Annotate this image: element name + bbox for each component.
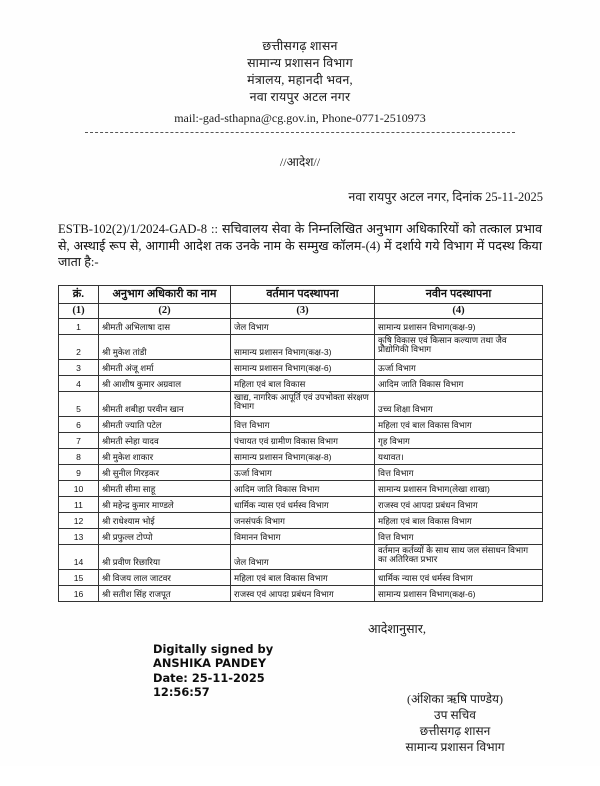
- row-officer-name: श्री प्रफुल्ल टोप्पो: [99, 528, 231, 544]
- posting-table: [58, 285, 543, 602]
- row-current-posting: वित्त विभाग: [231, 416, 375, 432]
- letterhead-contact: mail:-gad-sthapna@cg.gov.in, Phone-0771-2510973: [174, 111, 426, 125]
- row-officer-name: श्री महेन्द्र कुमार माण्डले: [99, 496, 231, 512]
- row-current-posting: खाद्य, नागरिक आपूर्ति एवं उपभोक्ता संरक्षण विभाग: [231, 391, 375, 416]
- table-row: [59, 359, 543, 375]
- digital-signature-block: [153, 642, 273, 700]
- letterhead-line-city: नवा रायपुर अटल नगर: [249, 90, 351, 104]
- order-separator: ::: [211, 222, 219, 236]
- row-serial: 12: [59, 512, 99, 528]
- order-reference-number: ESTB-102(2)/1/2024-GAD-8: [58, 222, 208, 236]
- row-serial: 13: [59, 528, 99, 544]
- row-new-posting: महिला एवं बाल विकास विभाग: [375, 512, 543, 528]
- row-officer-name: श्री सुनील गिरड़कर: [99, 464, 231, 480]
- table-row: [59, 585, 543, 601]
- order-place-date: नवा रायपुर अटल नगर, दिनांक 25-11-2025: [348, 190, 543, 204]
- row-current-posting: आदिम जाति विकास विभाग: [231, 480, 375, 496]
- digital-signature-signer: ANSHIKA PANDEY: [153, 656, 267, 671]
- row-serial: 6: [59, 416, 99, 432]
- signatory-government: छत्तीसगढ़ शासन: [419, 723, 491, 738]
- row-current-posting: जेल विभाग: [231, 318, 375, 334]
- signatory-name: (अंशिका ऋषि पाण्डेय): [406, 691, 504, 706]
- posting-table-wrapper: [58, 285, 542, 602]
- row-new-posting: सामान्य प्रशासन विभाग(कक्ष-6): [375, 585, 543, 601]
- row-current-posting: राजस्व एवं आपदा प्रबंधन विभाग: [231, 585, 375, 601]
- order-body-paragraph: [58, 221, 542, 271]
- signatory-department: सामान्य प्रशासन विभाग: [405, 739, 505, 754]
- table-row: [59, 512, 543, 528]
- table-row: [59, 318, 543, 334]
- table-row: [59, 480, 543, 496]
- colnum-4: (4): [375, 303, 543, 318]
- table-row: [59, 528, 543, 544]
- row-new-posting: वित्त विभाग: [375, 528, 543, 544]
- row-new-posting: महिला एवं बाल विकास विभाग: [375, 416, 543, 432]
- row-officer-name: श्रीमती सीमा साहू: [99, 480, 231, 496]
- table-row: [59, 375, 543, 391]
- row-current-posting: सामान्य प्रशासन विभाग(कक्ष-3): [231, 334, 375, 359]
- row-new-posting: ऊर्जा विभाग: [375, 359, 543, 375]
- row-serial: 2: [59, 334, 99, 359]
- row-officer-name: श्री आशीष कुमार अग्रवाल: [99, 375, 231, 391]
- row-officer-name: श्रीमती ज्याति पटेल: [99, 416, 231, 432]
- row-serial: 14: [59, 544, 99, 569]
- row-new-posting: आदिम जाति विकास विभाग: [375, 375, 543, 391]
- row-new-posting: उच्च शिक्षा विभाग: [375, 391, 543, 416]
- table-header-row: [59, 285, 543, 303]
- table-row: [59, 569, 543, 585]
- row-serial: 8: [59, 448, 99, 464]
- signatory-designation: उप सचिव: [434, 707, 476, 722]
- header-current-posting: वर्तमान पदस्थापना: [231, 285, 375, 303]
- row-current-posting: धार्मिक न्यास एवं धर्मस्व विभाग: [231, 496, 375, 512]
- row-officer-name: श्री मुकेश तांडी: [99, 334, 231, 359]
- row-officer-name: श्रीमती अभिलाषा दास: [99, 318, 231, 334]
- row-new-posting: गृह विभाग: [375, 432, 543, 448]
- table-row: [59, 391, 543, 416]
- row-officer-name: श्री विजय लाल जाटवर: [99, 569, 231, 585]
- row-serial: 3: [59, 359, 99, 375]
- row-serial: 11: [59, 496, 99, 512]
- row-serial: 9: [59, 464, 99, 480]
- by-order-label: आदेशानुसार,: [368, 621, 427, 636]
- row-serial: 16: [59, 585, 99, 601]
- row-officer-name: श्री प्रवीण रिछारिया: [99, 544, 231, 569]
- order-body-text: सचिवालय सेवा के निम्नलिखित अनुभाग अधिकारियों को तत्काल प्रभाव से, अस्थाई रूप से, आगामी आदेश तक उनके नाम के सम्मुख कॉलम-(4) में दर्शाये गये विभाग में पदस्थ किया जाता है:-: [58, 222, 542, 269]
- row-current-posting: सामान्य प्रशासन विभाग(कक्ष-8): [231, 448, 375, 464]
- table-row: [59, 544, 543, 569]
- digital-signature-time: 12:56:57: [153, 685, 210, 700]
- row-officer-name: श्री सतीश सिंह राजपूत: [99, 585, 231, 601]
- row-current-posting: जेल विभाग: [231, 544, 375, 569]
- row-new-posting: धार्मिक न्यास एवं धर्मस्व विभाग: [375, 569, 543, 585]
- row-officer-name: श्री मुकेश शाकार: [99, 448, 231, 464]
- row-new-posting: सामान्य प्रशासन विभाग(कक्ष-9): [375, 318, 543, 334]
- table-column-number-row: [59, 303, 543, 318]
- digital-signature-line-1: Digitally signed by: [153, 641, 274, 656]
- signatory-block: [340, 691, 570, 755]
- posting-table-head: [59, 285, 543, 318]
- row-new-posting: वर्तमान कर्तव्यों के साथ साथ जल संसाधन विभाग का अतिरिक्त प्रभार: [375, 544, 543, 569]
- posting-table-body: [59, 318, 543, 601]
- header-divider: [85, 132, 515, 133]
- letterhead-line-department: सामान्य प्रशासन विभाग: [247, 56, 353, 70]
- colnum-2: (2): [99, 303, 231, 318]
- document-footer: [0, 616, 600, 786]
- row-officer-name: श्रीमती स्नेहा यादव: [99, 432, 231, 448]
- colnum-1: (1): [59, 303, 99, 318]
- row-officer-name: श्रीमती शबीहा परवीन खान: [99, 391, 231, 416]
- row-current-posting: सामान्य प्रशासन विभाग(कक्ष-6): [231, 359, 375, 375]
- row-new-posting: कृषि विकास एवं किसान कल्याण तथा जैव प्रौद्योगिकी विभाग: [375, 334, 543, 359]
- table-row: [59, 496, 543, 512]
- row-current-posting: महिला एवं बाल विकास: [231, 375, 375, 391]
- row-current-posting: विमानन विभाग: [231, 528, 375, 544]
- row-current-posting: पंचायत एवं ग्रामीण विकास विभाग: [231, 432, 375, 448]
- row-current-posting: ऊर्जा विभाग: [231, 464, 375, 480]
- table-row: [59, 416, 543, 432]
- row-current-posting: जनसंपर्क विभाग: [231, 512, 375, 528]
- row-officer-name: श्री राधेश्याम भोई: [99, 512, 231, 528]
- row-new-posting: यथावत।: [375, 448, 543, 464]
- row-new-posting: राजस्व एवं आपदा प्रबंधन विभाग: [375, 496, 543, 512]
- digital-signature-date: Date: 25-11-2025: [153, 670, 265, 685]
- table-row: [59, 334, 543, 359]
- header-serial: क्रं.: [59, 285, 99, 303]
- header-new-posting: नवीन पदस्थापना: [375, 285, 543, 303]
- row-officer-name: श्रीमती अंजू शर्मा: [99, 359, 231, 375]
- table-row: [59, 464, 543, 480]
- letterhead: [0, 0, 600, 133]
- table-row: [59, 448, 543, 464]
- row-current-posting: महिला एवं बाल विकास विभाग: [231, 569, 375, 585]
- row-serial: 4: [59, 375, 99, 391]
- colnum-3: (3): [231, 303, 375, 318]
- letterhead-line-state: छत्तीसगढ़ शासन: [262, 39, 338, 53]
- row-serial: 5: [59, 391, 99, 416]
- row-serial: 15: [59, 569, 99, 585]
- row-new-posting: सामान्य प्रशासन विभाग(लेखा शाखा): [375, 480, 543, 496]
- table-row: [59, 432, 543, 448]
- letterhead-line-building: मंत्रालय, महानदी भवन,: [247, 73, 353, 87]
- order-heading: //आदेश//: [279, 155, 321, 169]
- row-new-posting: वित्त विभाग: [375, 464, 543, 480]
- header-officer-name: अनुभाग अधिकारी का नाम: [99, 285, 231, 303]
- row-serial: 7: [59, 432, 99, 448]
- row-serial: 1: [59, 318, 99, 334]
- row-serial: 10: [59, 480, 99, 496]
